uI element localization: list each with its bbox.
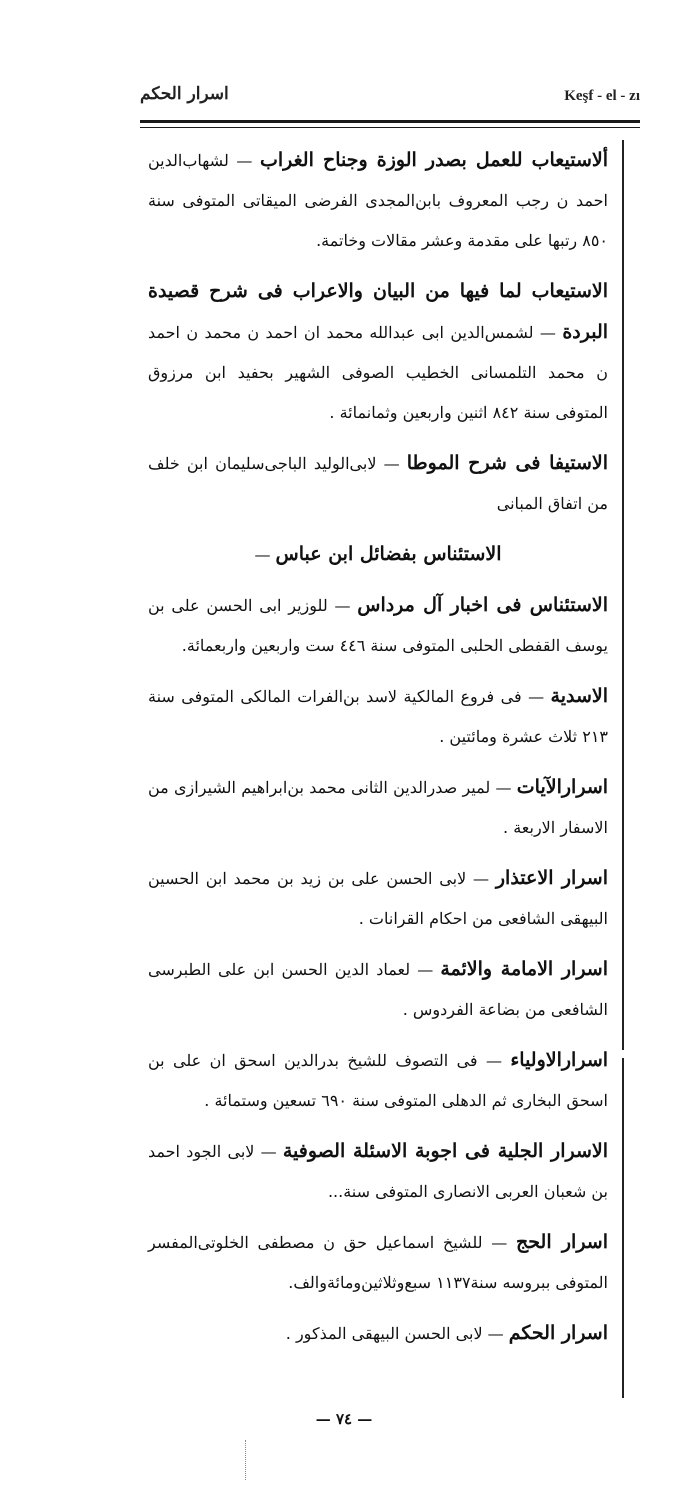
header-rule-thick xyxy=(140,120,640,123)
entry-title: اسرار الامامة والائمة xyxy=(440,958,608,980)
running-title-arabic: اسرار الحكم xyxy=(140,84,229,104)
entry xyxy=(148,534,608,575)
page-number: — ٧٤ — xyxy=(315,1410,373,1428)
entry xyxy=(148,858,608,939)
entry xyxy=(148,767,608,848)
entry-title: الاسدية xyxy=(550,685,609,707)
entry-body: — لابى الحسن على بن زيد بن محمد ابن الحسين البيهقى الشافعى من احكام القرانات . xyxy=(148,869,608,928)
entry xyxy=(148,1131,608,1212)
page-header xyxy=(140,84,640,116)
header-rule-thin xyxy=(140,127,640,128)
entry xyxy=(148,271,608,433)
entry-body: — فى فروع المالكية لاسد بن‌الفرات المالكى المتوفى سنة ٢١٣ ثلاث عشرة ومائتين . xyxy=(148,687,608,746)
entry-title: ألاستيعاب للعمل بصدر الوزة وجناح الغراب xyxy=(259,149,608,171)
entry-title: الاستيفا فى شرح الموطا xyxy=(406,452,608,474)
margin-line-top xyxy=(622,140,624,1050)
entry-body: — لشمس‌الدين ابى عبدالله محمد ان احمد ن محمد ن احمد ن محمد التلمسانى الخطيب الصوفى الشهير بحفيد ابن مرزوق المتوفى سنة ٨٤٢ اثنين واربعين وثمانمائة . xyxy=(148,323,608,422)
entry-title: اسرار الحكم xyxy=(508,1322,608,1344)
entry-body: — لشهاب‌الدين احمد ن رجب المعروف بابن‌المجدى الفرضى الميقاتى المتوفى سنة ٨٥٠ رتبها على مقدمة وعشر مقالات وخاتمة. xyxy=(148,151,608,250)
entry-title: الاسرار الجلية فى اجوبة الاسئلة الصوفية xyxy=(282,1140,608,1162)
entry xyxy=(148,585,608,666)
entry-body: — لعماد الدين الحسن ابن على الطبرسى الشافعى من بضاعة الفردوس . xyxy=(148,960,608,1019)
entry xyxy=(148,140,608,261)
entry xyxy=(148,443,608,524)
entry-title: الاستئناس بفضائل ابن عباس xyxy=(275,543,502,565)
entry xyxy=(148,1222,608,1303)
entry-title: الاستيعاب لما فيها من البيان والاعراب فى شرح قصيدة البردة xyxy=(148,280,609,343)
entry xyxy=(148,1040,608,1121)
entry-body: — لابى‌الوليد الباجى‌سليمان ابن خلف من اتفاق المبانى xyxy=(148,454,608,513)
entry-title: اسرارالاولياء xyxy=(510,1049,609,1071)
entry-body: — للشيخ اسماعيل حق ن مصطفى الخلوتى‌المفسر المتوفى ببروسه سنة١١٣٧ سبع‌وثلاثين‌ومائةوالف. xyxy=(148,1233,608,1292)
entry-body: — للوزير ابى الحسن على بن يوسف القفطى الحلبى المتوفى سنة ٤٤٦ ست واربعين واربعمائة. xyxy=(148,596,608,655)
entry-body: — فى التصوف للشيخ بدرالدين اسحق ان على بن اسحق البخارى ثم الدهلى المتوفى سنة ٦٩٠ تسعين وستمائة . xyxy=(148,1051,608,1110)
margin-line-bottom xyxy=(622,1058,624,1398)
running-title-latin: Keşf - el - zı xyxy=(564,88,640,104)
entry-title: اسرار الاعتذار xyxy=(495,867,608,889)
entry-title: اسرارالآيات xyxy=(516,776,609,798)
dictionary-entries xyxy=(148,140,608,1364)
entry xyxy=(148,949,608,1030)
entry-body: — لابى الجود احمد بن شعبان العربى الانصارى المتوفى سنة... xyxy=(148,1142,608,1201)
entry-title: الاستئناس فى اخبار آل مرداس xyxy=(357,594,608,616)
entry-body: — xyxy=(254,545,271,564)
entry-body: — لمير صدرالدين الثانى محمد بن‌ابراهيم الشيرازى من الاسفار الاربعة . xyxy=(148,778,608,837)
gutter-mark xyxy=(245,1440,248,1480)
entry-body: — لابى الحسن البيهقى المذكور . xyxy=(285,1324,504,1343)
entry xyxy=(148,1313,608,1354)
entry-title: اسرار الحج xyxy=(516,1231,608,1253)
entry xyxy=(148,676,608,757)
